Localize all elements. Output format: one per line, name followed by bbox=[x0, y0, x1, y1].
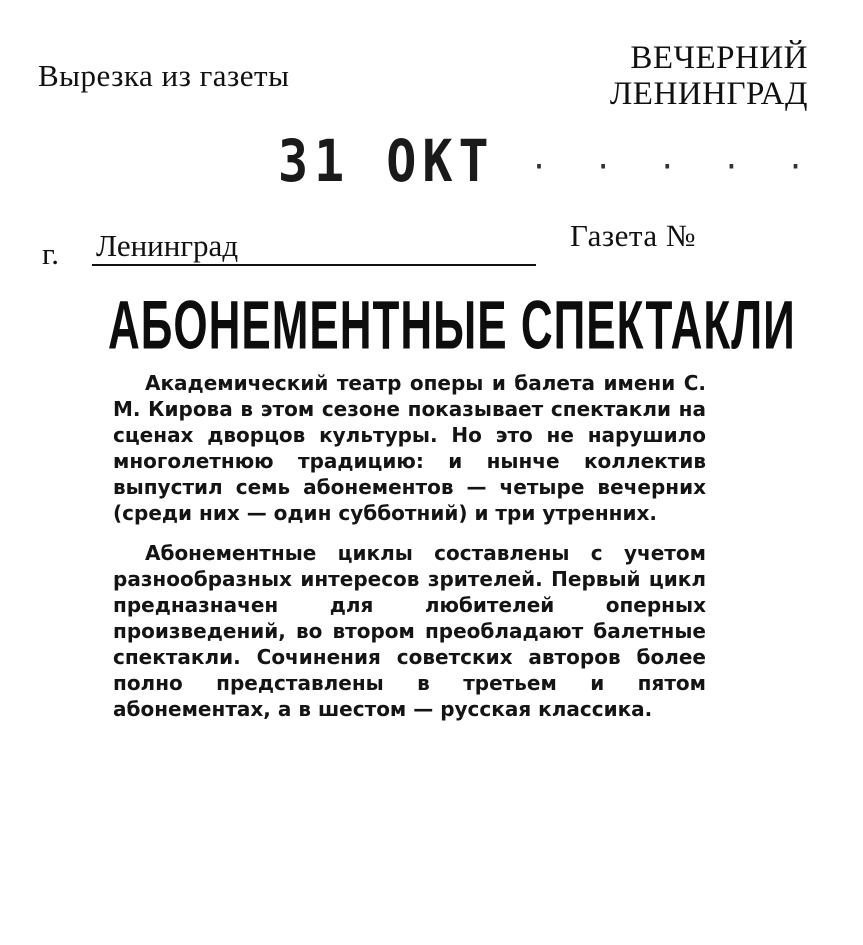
newspaper-name bbox=[558, 40, 808, 112]
article-paragraph: Абонементные циклы составлены с учетом разнообразных интересов зрителей. Первый цикл предназначен для любителей оперных произведений, во втором преобладают балетные спектакли. Сочинения советских авторов более полно представлены в третьем и пятом абонементах, а в шестом — русская классика. bbox=[113, 541, 706, 721]
city-prefix: г. bbox=[42, 236, 59, 271]
city-underline bbox=[92, 264, 536, 266]
stamp-smudge: · · · · · bbox=[530, 150, 819, 185]
newspaper-name-line2: ЛЕНИНГРАД bbox=[609, 76, 808, 112]
clipping-label: Вырезка из газеты bbox=[38, 58, 290, 93]
city-name: Ленинград bbox=[96, 228, 239, 263]
article-headline: АБОНЕМЕНТНЫЕ СПЕКТАКЛИ bbox=[108, 288, 796, 364]
newspaper-name-line1: ВЕЧЕРНИЙ bbox=[630, 40, 808, 76]
date-stamp: 31 ОКТ bbox=[278, 128, 495, 195]
article-body bbox=[113, 370, 706, 722]
gazeta-number-label: Газета № bbox=[570, 218, 696, 253]
article-paragraph: Академический театр оперы и балета имени С. М. Кирова в этом сезоне показывает спектакли на сценах дворцов культуры. Но это не нарушило многолетнюю традицию: и нынче коллектив выпустил семь абонементов — четыре вечерних (среди них — один субботний) и три утренних. bbox=[113, 371, 706, 525]
